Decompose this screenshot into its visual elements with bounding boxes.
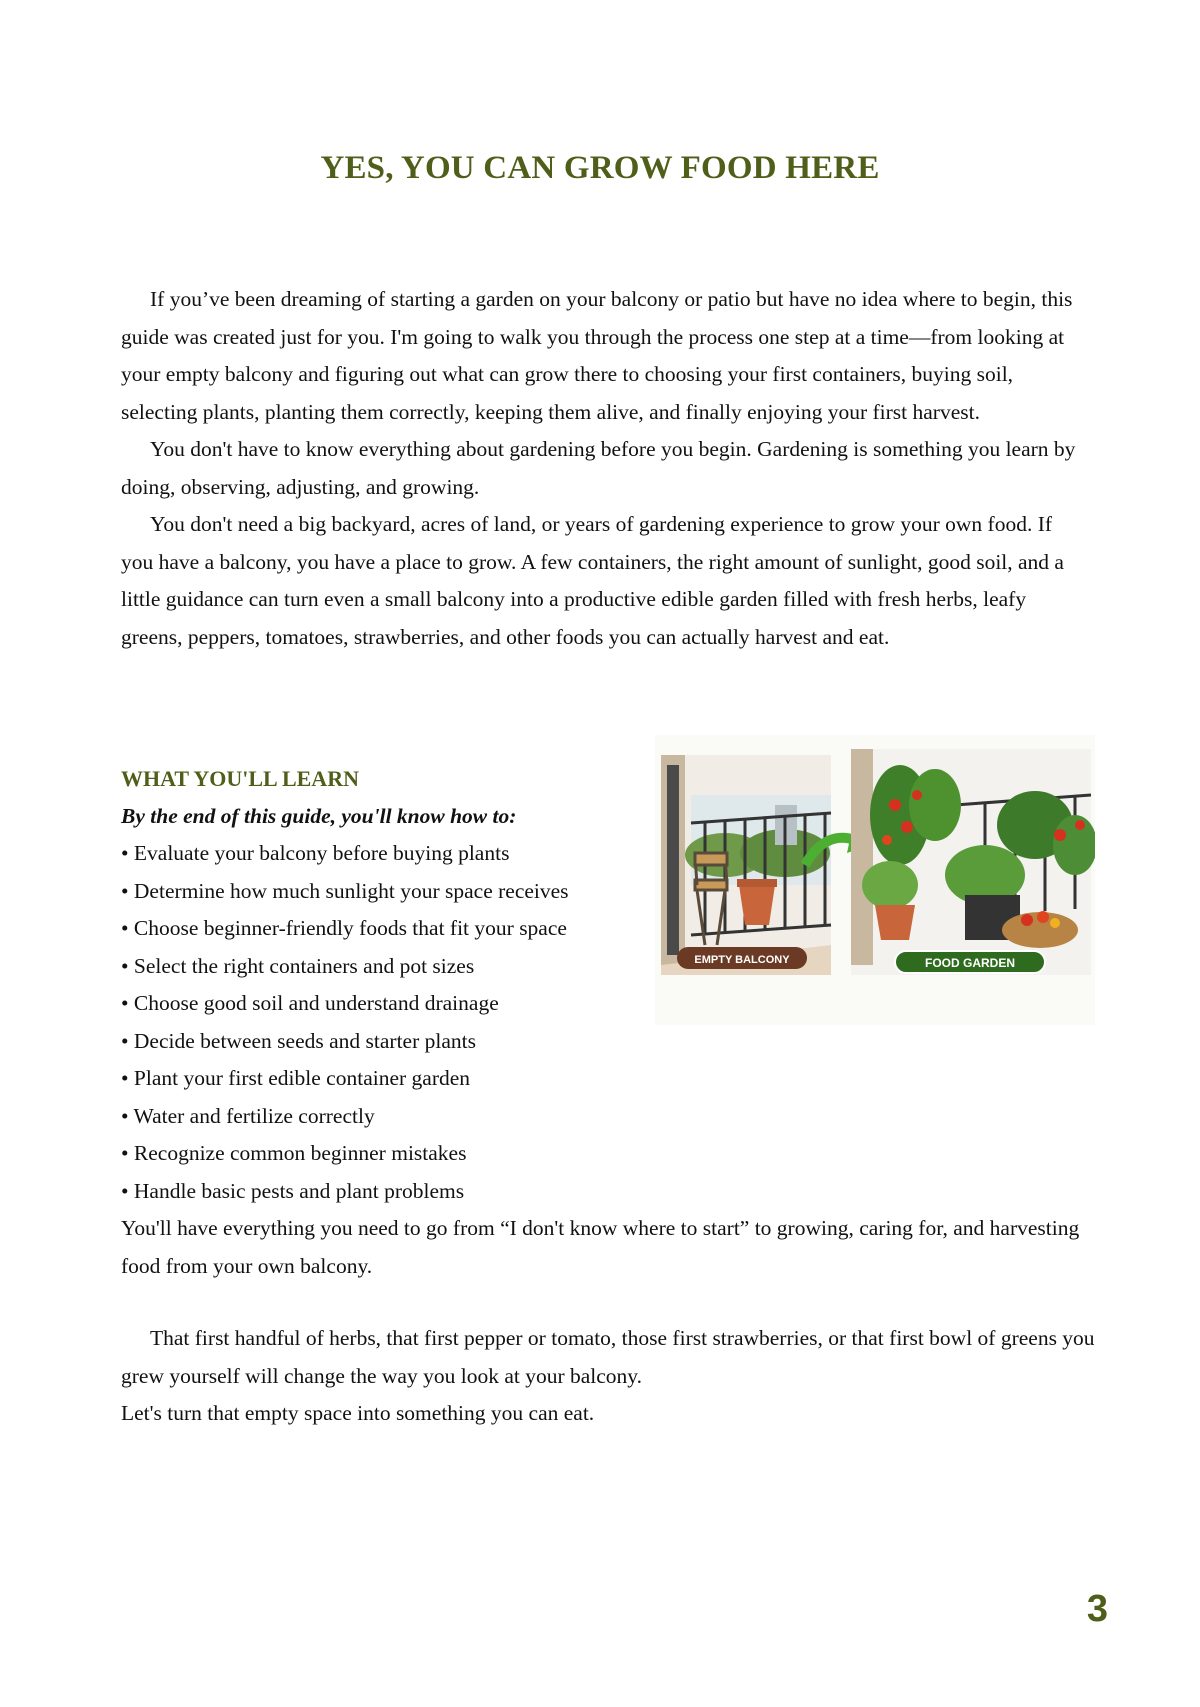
food-garden-label: FOOD GARDEN (925, 956, 1015, 970)
summary-section (121, 1210, 1096, 1285)
intro-section (121, 281, 1081, 656)
list-item: • Recognize common beginner mistakes (121, 1141, 467, 1165)
section-heading: WHAT YOU'LL LEARN (121, 766, 359, 791)
learn-section (121, 760, 681, 1210)
learn-summary: You'll have everything you need to go from “I don't know where to start” to growing, caring for, and harvesting food from your own balcony. (121, 1216, 1080, 1278)
closing-section (121, 1320, 1096, 1433)
list-item: • Plant your first edible container garden (121, 1066, 471, 1090)
page-number: 3 (1086, 1588, 1108, 1630)
food-garden-image (851, 749, 1095, 975)
closing-paragraph: That first handful of herbs, that first pepper or tomato, those first strawberries, or that first bowl of greens you grew yourself will change the way you look at your balcony. (121, 1326, 1095, 1388)
closing-final: Let's turn that empty space into something you can eat. (121, 1401, 595, 1425)
list-item: • Select the right containers and pot sizes (121, 953, 475, 978)
list-item: • Choose good soil and understand drainage (121, 991, 499, 1015)
list-item: • Evaluate your balcony before buying plants (121, 841, 510, 865)
list-item: • Decide between seeds and starter plants (121, 1028, 476, 1053)
list-item: • Water and fertilize correctly (121, 1103, 375, 1128)
list-item: • Choose beginner-friendly foods that fit your space (121, 916, 567, 940)
list-item: • Determine how much sunlight your space receives (121, 878, 569, 903)
learn-lead: By the end of this guide, you'll know how to: (121, 803, 517, 828)
page-title: YES, YOU CAN GROW FOOD HERE (320, 150, 880, 186)
intro-paragraph: You don't need a big backyard, acres of land, or years of gardening experience to grow your own food. If you have a balcony, you have a place to grow. A few containers, the right amount of sunlight, good soil, and a little guidance can turn even a small balcony into a productive edible garden filled with fresh herbs, leafy greens, peppers, tomatoes, strawberries, and other foods you can actually harvest and eat. (121, 512, 1064, 649)
learn-list (121, 835, 681, 1210)
list-item: • Handle basic pests and plant problems (121, 1178, 465, 1203)
empty-balcony-label: EMPTY BALCONY (694, 954, 790, 966)
illustration-svg (655, 735, 1095, 1025)
intro-paragraph: You don't have to know everything about gardening before you begin. Gardening is something you learn by doing, observing, adjusting, and growing. (121, 437, 1076, 499)
intro-paragraph: If you’ve been dreaming of starting a garden on your balcony or patio but have no idea where to begin, this guide was created just for you. I'm going to walk you through the process one step at a time—from looking at your empty balcony and figuring out what can grow there to choosing your first containers, buying soil, selecting plants, planting them correctly, keeping them alive, and finally enjoying your first harvest. (121, 287, 1073, 424)
balcony-transformation-illustration (655, 735, 1095, 1025)
